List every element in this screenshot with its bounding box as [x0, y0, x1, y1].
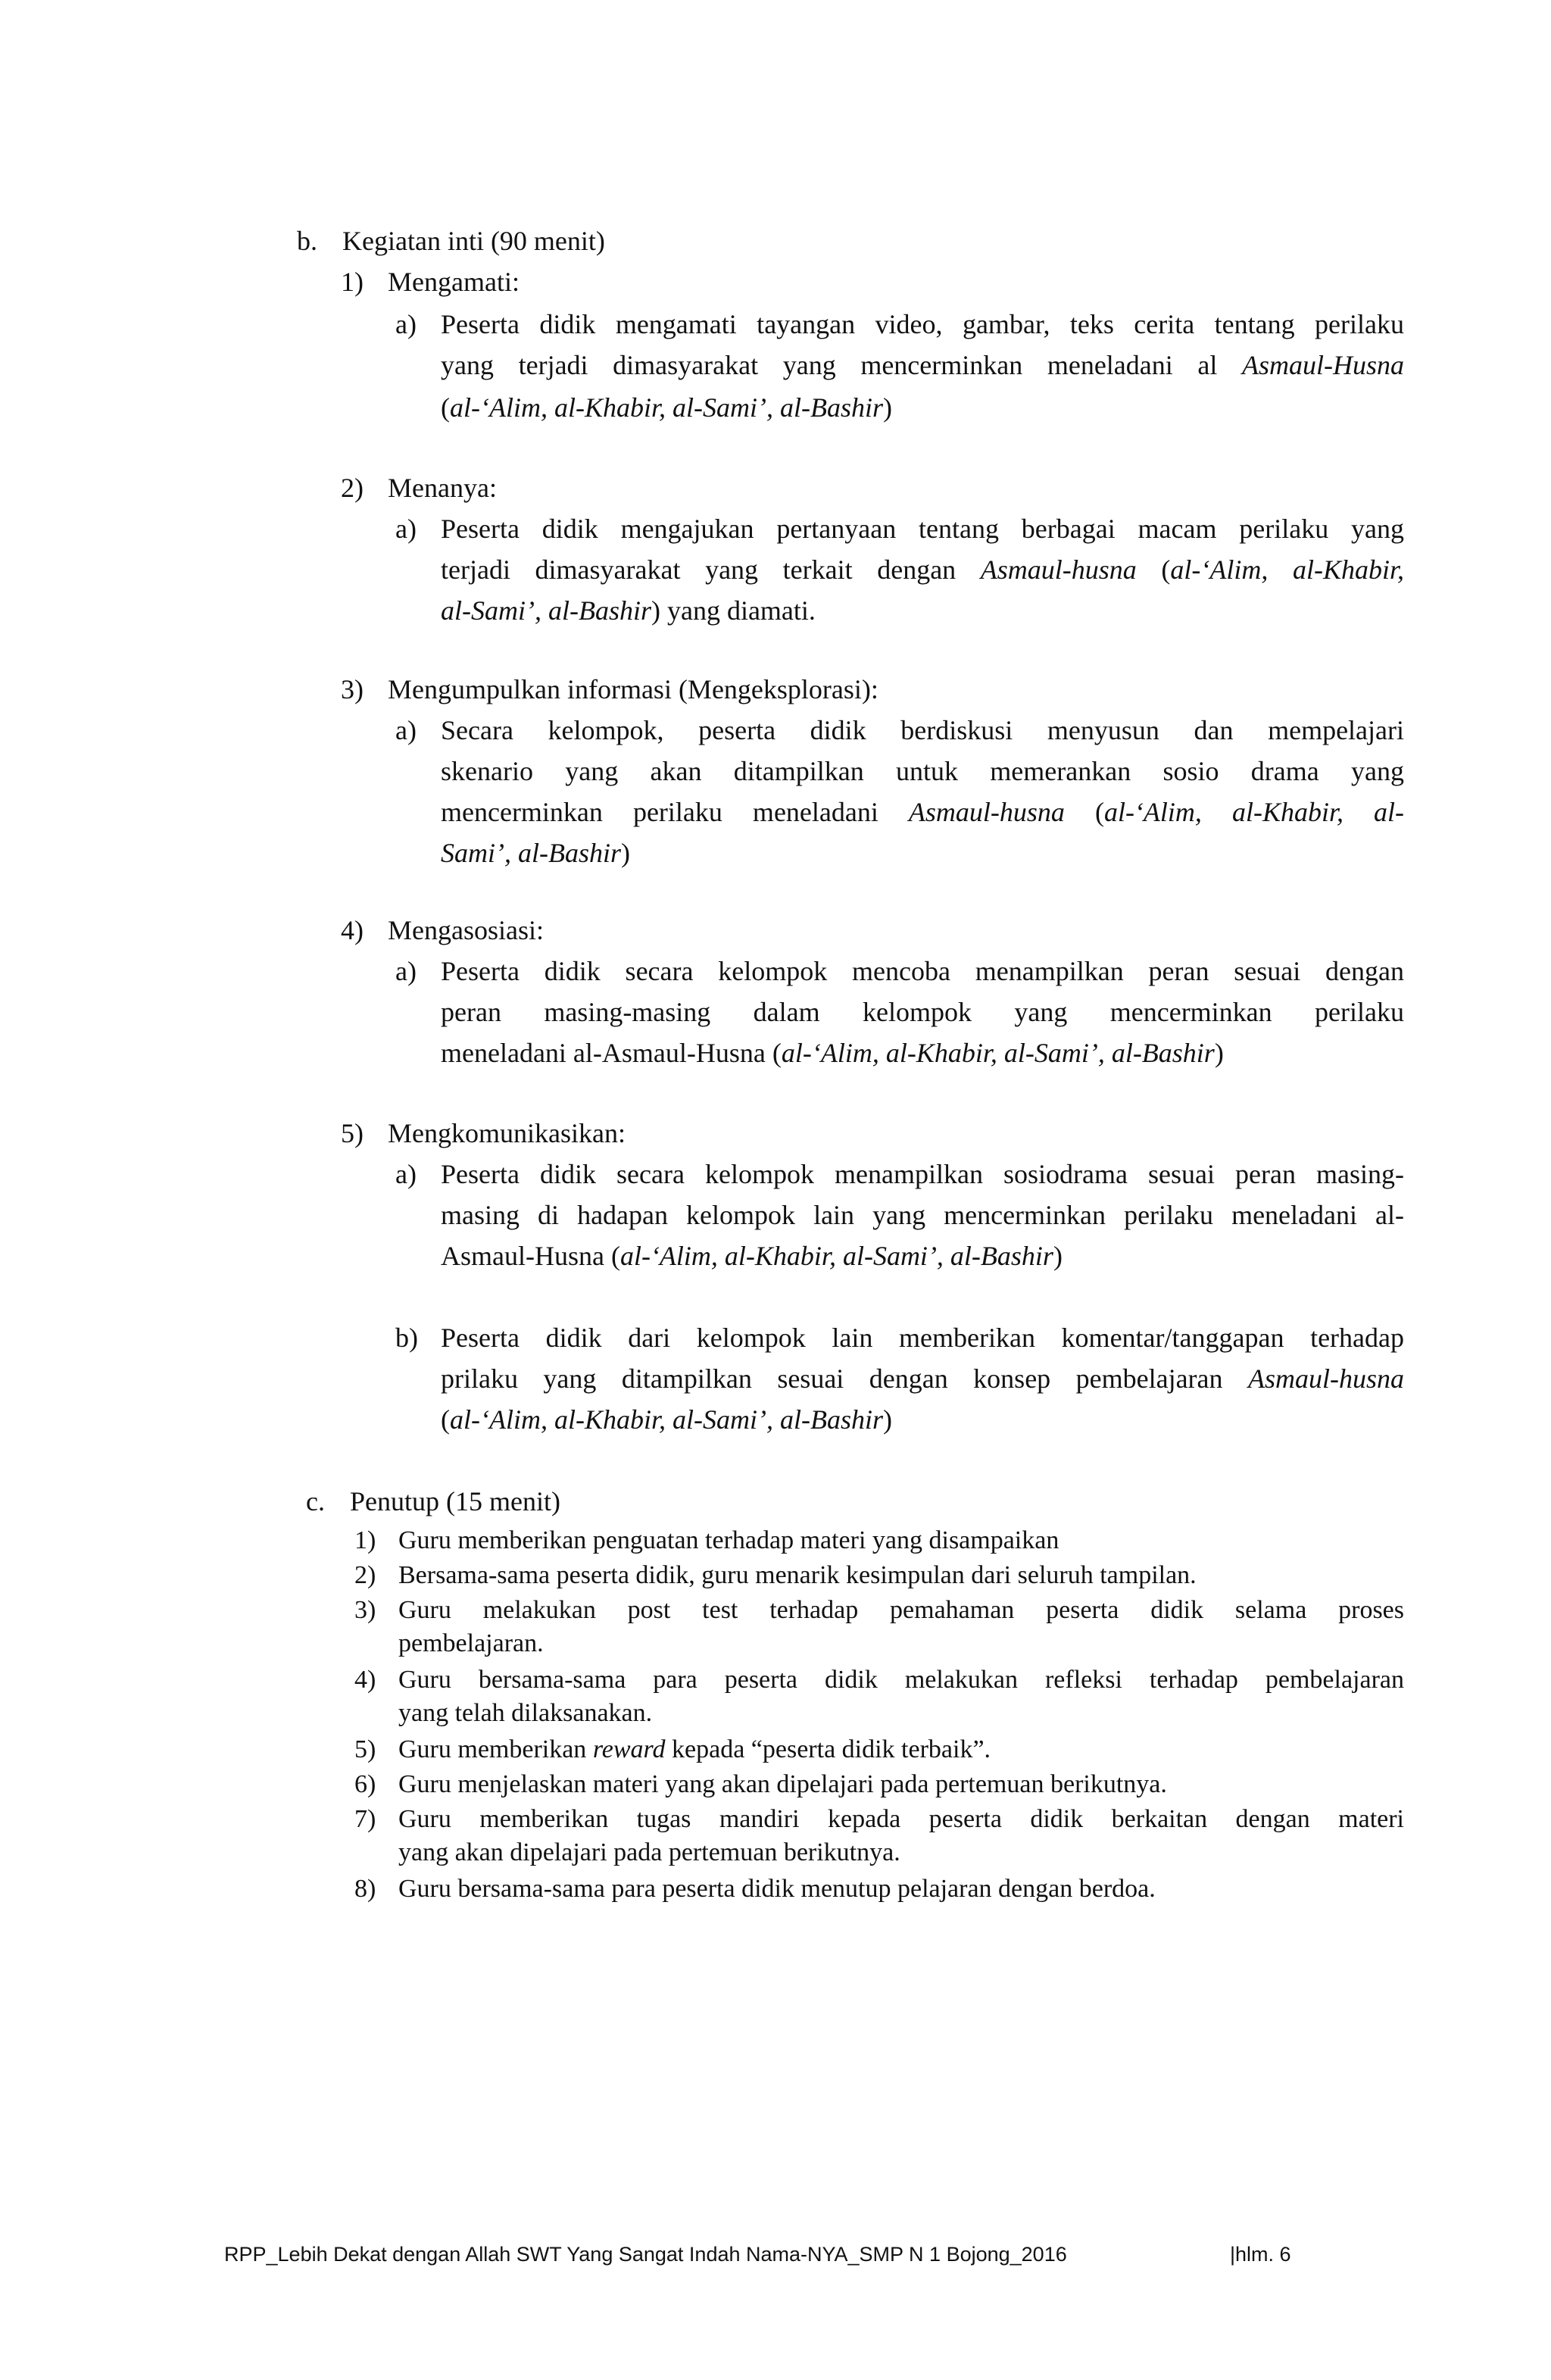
- step-5-item-a-marker: a): [395, 1159, 417, 1189]
- footer-document-name: RPP_Lebih Dekat dengan Allah SWT Yang Sangat Indah Nama-NYA_SMP N 1 Bojong_2016: [224, 2243, 1067, 2266]
- step-5-marker: 5): [341, 1118, 364, 1148]
- step-1-title: Mengamati:: [388, 267, 520, 297]
- step-3-item-a-line-1: Secara kelompok, peserta didik berdiskusi menyusun dan mempelajari: [441, 715, 1404, 745]
- step-2-item-a-line-1: Peserta didik mengajukan pertanyaan tentang berbagai macam perilaku yang: [441, 514, 1404, 544]
- step-5-item-a-line-1: Peserta didik secara kelompok menampilkan sosiodrama sesuai peran masing-: [441, 1159, 1404, 1189]
- step-4-item-a-line-3: meneladani al-Asmaul-Husna (al-‘Alim, al-Khabir, al-Sami’, al-Bashir): [441, 1038, 1224, 1068]
- step-3-title: Mengumpulkan informasi (Mengeksplorasi):: [388, 674, 878, 704]
- step-4-marker: 4): [341, 915, 364, 945]
- step-1-item-a-marker: a): [395, 309, 417, 339]
- step-4-item-a-marker: a): [395, 956, 417, 986]
- step-1-item-a-line-3: (al-‘Alim, al-Khabir, al-Sami’, al-Bashir): [441, 392, 892, 423]
- step-4-title: Mengasosiasi:: [388, 915, 544, 945]
- closing-4-marker: 4): [354, 1666, 376, 1694]
- closing-4-line-1: Guru bersama-sama para peserta didik melakukan refleksi terhadap pembelajaran: [398, 1666, 1404, 1694]
- closing-7-line-1: Guru memberikan tugas mandiri kepada peserta didik berkaitan dengan materi: [398, 1805, 1404, 1833]
- step-5-item-b-marker: b): [395, 1323, 418, 1353]
- step-1-item-a-line-1: Peserta didik mengamati tayangan video, gambar, teks cerita tentang perilaku: [441, 309, 1404, 339]
- closing-4-line-2: yang telah dilaksanakan.: [398, 1699, 653, 1727]
- closing-1-line-1: Guru memberikan penguatan terhadap materi yang disampaikan: [398, 1526, 1059, 1554]
- closing-8-marker: 8): [354, 1875, 376, 1903]
- step-2-item-a-line-2: terjadi dimasyarakat yang terkait dengan Asmaul-husna (al-‘Alim, al-Khabir,: [441, 554, 1404, 585]
- step-5-item-a-line-3: Asmaul-Husna (al-‘Alim, al-Khabir, al-Sami’, al-Bashir): [441, 1241, 1063, 1271]
- closing-2-line-1: Bersama-sama peserta didik, guru menarik kesimpulan dari seluruh tampilan.: [398, 1561, 1197, 1589]
- step-5-item-b-line-1: Peserta didik dari kelompok lain memberikan komentar/tanggapan terhadap: [441, 1323, 1404, 1353]
- footer-page-number: |hlm. 6: [1230, 2243, 1291, 2266]
- step-3-item-a-line-2: skenario yang akan ditampilkan untuk memerankan sosio drama yang: [441, 756, 1404, 786]
- closing-2-marker: 2): [354, 1561, 376, 1589]
- step-3-marker: 3): [341, 674, 364, 704]
- closing-1-marker: 1): [354, 1526, 376, 1554]
- closing-3-marker: 3): [354, 1596, 376, 1624]
- section-b-title: Kegiatan inti (90 menit): [342, 226, 605, 256]
- section-c-marker: c.: [306, 1486, 325, 1516]
- step-2-item-a-line-3: al-Sami’, al-Bashir) yang diamati.: [441, 595, 816, 626]
- closing-8-line-1: Guru bersama-sama para peserta didik menutup pelajaran dengan berdoa.: [398, 1875, 1156, 1903]
- closing-6-marker: 6): [354, 1770, 376, 1798]
- closing-3-line-1: Guru melakukan post test terhadap pemahaman peserta didik selama proses: [398, 1596, 1404, 1624]
- step-2-title: Menanya:: [388, 473, 497, 503]
- step-5-title: Mengkomunikasikan:: [388, 1118, 626, 1148]
- step-1-marker: 1): [341, 267, 364, 297]
- step-4-item-a-line-2: peran masing-masing dalam kelompok yang mencerminkan perilaku: [441, 997, 1404, 1027]
- step-4-item-a-line-1: Peserta didik secara kelompok mencoba menampilkan peran sesuai dengan: [441, 956, 1404, 986]
- closing-5-line-1: Guru memberikan reward kepada “peserta didik terbaik”.: [398, 1735, 991, 1763]
- step-1-item-a-line-2: yang terjadi dimasyarakat yang mencerminkan meneladani al Asmaul-Husna: [441, 350, 1404, 380]
- step-5-item-b-line-3: (al-‘Alim, al-Khabir, al-Sami’, al-Bashir): [441, 1404, 892, 1435]
- closing-7-line-2: yang akan dipelajari pada pertemuan berikutnya.: [398, 1838, 900, 1866]
- closing-3-line-2: pembelajaran.: [398, 1629, 544, 1657]
- step-3-item-a-line-4: Sami’, al-Bashir): [441, 838, 630, 868]
- closing-5-marker: 5): [354, 1735, 376, 1763]
- step-2-marker: 2): [341, 473, 364, 503]
- step-5-item-a-line-2: masing di hadapan kelompok lain yang mencerminkan perilaku meneladani al-: [441, 1200, 1404, 1230]
- step-5-item-b-line-2: prilaku yang ditampilkan sesuai dengan konsep pembelajaran Asmaul-husna: [441, 1363, 1404, 1394]
- closing-7-marker: 7): [354, 1805, 376, 1833]
- section-c-title: Penutup (15 menit): [350, 1486, 560, 1516]
- closing-6-line-1: Guru menjelaskan materi yang akan dipelajari pada pertemuan berikutnya.: [398, 1770, 1167, 1798]
- step-2-item-a-marker: a): [395, 514, 417, 544]
- step-3-item-a-marker: a): [395, 715, 417, 745]
- step-3-item-a-line-3: mencerminkan perilaku meneladani Asmaul-husna (al-‘Alim, al-Khabir, al-: [441, 797, 1404, 827]
- section-b-marker: b.: [297, 226, 317, 256]
